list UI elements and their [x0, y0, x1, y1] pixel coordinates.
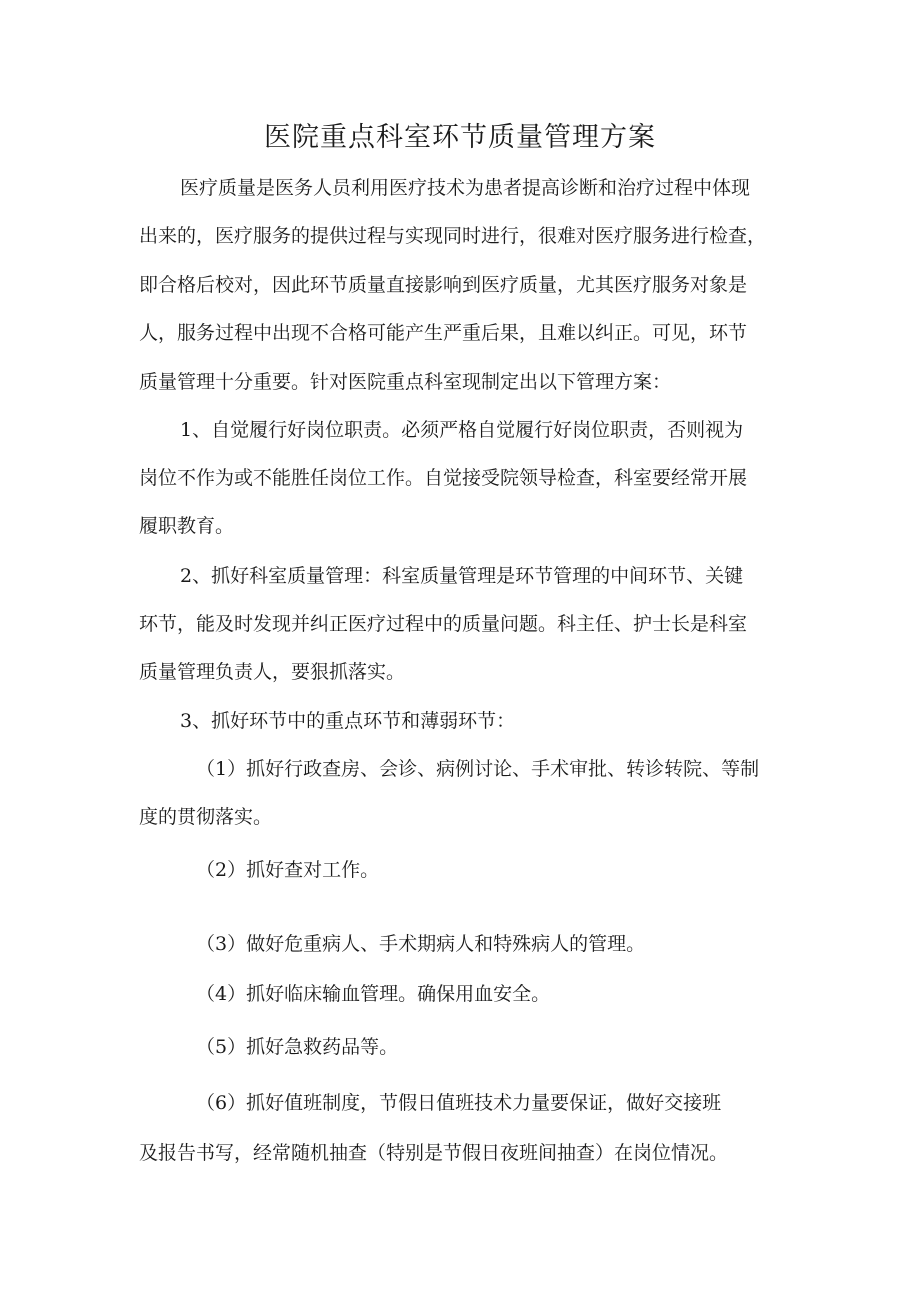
item-3-heading: 3、抓好环节中的重点环节和薄弱环节： [180, 710, 516, 732]
subitem-5: （5）抓好急救药品等。 [196, 1036, 399, 1058]
subitem-6-line-1: （6）抓好值班制度，节假日值班技术力量要保证，做好交接班 [196, 1092, 722, 1114]
item-2-line-2: 环节，能及时发现并纠正医疗过程中的质量问题。科主任、护士长是科室 [139, 613, 748, 635]
subitem-1-line-2: 度的贯彻落实。 [139, 806, 273, 828]
subitem-2: （2）抓好查对工作。 [196, 859, 380, 881]
item-2-line-1: 2、抓好科室质量管理：科室质量管理是环节管理的中间环节、关键 [180, 565, 744, 587]
item-1-line-2: 岗位不作为或不能胜任岗位工作。自觉接受院领导检查，科室要经常开展 [139, 467, 748, 489]
subitem-6-line-2: 及报告书写，经常随机抽查（特别是节假日夜班间抽查）在岗位情况。 [139, 1142, 729, 1164]
item-1-line-1: 1、自觉履行好岗位职责。必须严格自觉履行好岗位职责，否则视为 [180, 419, 744, 441]
intro-line-3: 即合格后校对，因此环节质量直接影响到医疗质量，尤其医疗服务对象是 [139, 274, 748, 296]
subitem-4: （4）抓好临床输血管理。确保用血安全。 [196, 983, 551, 1005]
document-title: 医院重点科室环节质量管理方案 [264, 122, 656, 153]
intro-line-4: 人，服务过程中出现不合格可能产生严重后果，且难以纠正。可见，环节 [139, 322, 748, 344]
intro-line-1: 医疗质量是医务人员利用医疗技术为患者提高诊断和治疗过程中体现 [180, 177, 751, 199]
item-1-line-3: 履职教育。 [139, 515, 235, 537]
subitem-3: （3）做好危重病人、手术期病人和特殊病人的管理。 [196, 933, 646, 955]
item-2-line-3: 质量管理负责人，要狠抓落实。 [139, 661, 406, 683]
intro-line-2: 出来的，医疗服务的提供过程与实现同时进行，很难对医疗服务进行检查， [139, 225, 767, 247]
intro-line-5: 质量管理十分重要。针对医院重点科室现制定出以下管理方案： [139, 371, 672, 393]
subitem-1-line-1: （1）抓好行政查房、会诊、病例讨论、手术审批、转诊转院、等制 [196, 758, 760, 780]
